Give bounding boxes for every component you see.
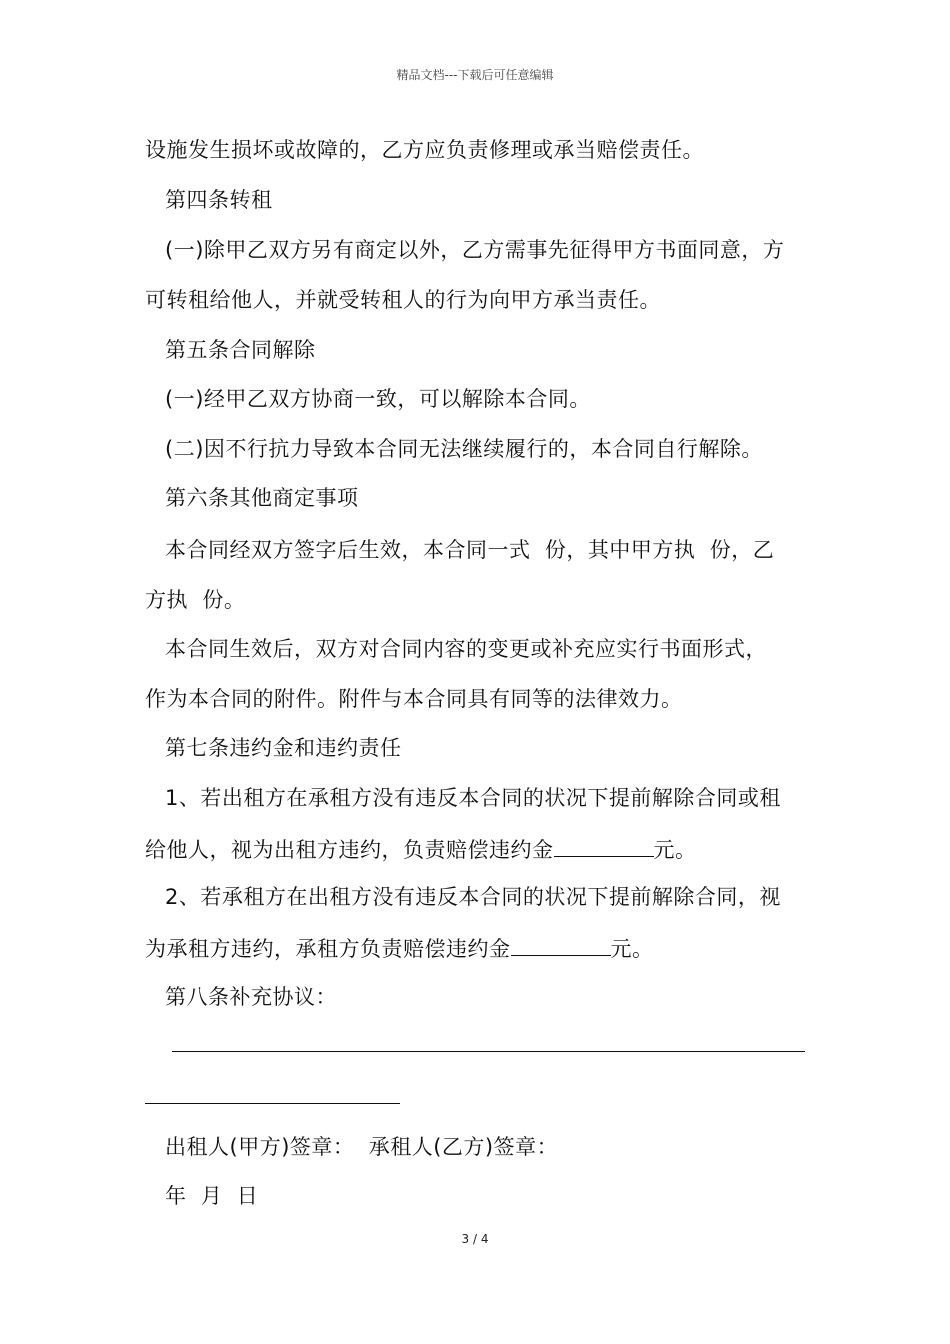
paragraph-line: 2、若承租方在出租方没有违反本合同的状况下提前解除合同，视 — [165, 885, 781, 909]
page-number: 3 / 4 — [461, 1232, 489, 1246]
line-text: 元。 — [653, 838, 697, 862]
line-text: 给他人，视为出租方违约，负责赔偿违约金 — [145, 838, 554, 862]
blank-underline — [172, 1051, 805, 1052]
paragraph-line: 本合同经双方签字后生效，本合同一式 份，其中甲方执 份，乙 — [165, 538, 775, 562]
date-line: 年 月 日 — [165, 1184, 259, 1208]
paragraph-line: 1、若出租方在承租方没有违反本合同的状况下提前解除合同或租 — [165, 786, 781, 810]
section-heading: 第六条其他商定事项 — [165, 486, 359, 510]
section-heading: 第五条合同解除 — [165, 338, 316, 362]
blank-underline — [554, 834, 654, 857]
blank-underline — [511, 933, 611, 956]
paragraph-line: 方执 份。 — [145, 588, 246, 612]
paragraph-line: 本合同生效后，双方对合同内容的变更或补充应实行书面形式， — [165, 637, 767, 661]
blank-underline — [145, 1103, 400, 1104]
line-text: 为承租方违约，承租方负责赔偿违约金 — [145, 937, 511, 961]
paragraph-line: 作为本合同的附件。附件与本合同具有同等的法律效力。 — [145, 687, 683, 711]
section-heading: 第七条违约金和违约责任 — [165, 736, 402, 760]
paragraph-line: 可转租给他人，并就受转租人的行为向甲方承当责任。 — [145, 288, 661, 312]
section-heading: 第四条转租 — [165, 188, 273, 212]
paragraph-line — [145, 834, 697, 864]
paragraph-line: (一)除甲乙双方另有商定以外，乙方需事先征得甲方书面同意，方 — [165, 238, 785, 262]
line-text: 元。 — [610, 937, 654, 961]
paragraph-line: (二)因不行抗力导致本合同无法继续履行的，本合同自行解除。 — [165, 437, 763, 461]
paragraph-line — [145, 933, 654, 963]
section-heading: 第八条补充协议： — [165, 985, 337, 1009]
signature-line: 出租人(甲方)签章： 承租人(乙方)签章： — [165, 1135, 559, 1159]
page-header: 精品文档---下载后可任意编辑 — [396, 68, 554, 82]
paragraph-line: (一)经甲乙双方协商一致，可以解除本合同。 — [165, 387, 591, 411]
paragraph-line: 设施发生损坏或故障的，乙方应负责修理或承当赔偿责任。 — [145, 138, 704, 162]
